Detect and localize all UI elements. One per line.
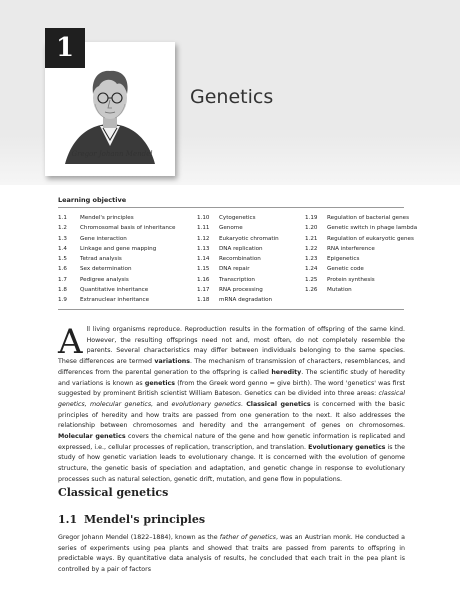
intro-text: is concerned with the basic principles of heredity and how traits are passed from one generation to the next. It also addresses the relationship between chromosomes and heredity and the arrangement of genes on chromosomes.	[58, 400, 405, 430]
objective-item: 1.1 Mendel's principles	[58, 215, 134, 221]
term-molecular-genetics: Molecular genetics	[58, 433, 126, 441]
intro-text: . The scientific study of heredity and variations is known as	[58, 368, 405, 387]
learning-objective-column-2	[197, 213, 279, 306]
objective-item: 1.8 Quantitative inheritance	[58, 287, 149, 294]
objective-item: 1.23 Epigenetics	[305, 256, 360, 263]
objective-item: 1.15 DNA repair	[197, 266, 250, 273]
objective-item: 1.7 Pedigree analysis	[58, 276, 129, 283]
learning-objective-column-1	[58, 213, 175, 306]
learning-objective-bottom-rule	[58, 309, 404, 310]
objective-item: 1.17 RNA processing	[197, 287, 263, 294]
term-classical-genetics: Classical genetics	[246, 400, 311, 408]
objective-item: 1.19 Regulation of bacterial genes	[305, 215, 410, 221]
intro-text: is the study of how genetic variation leads to evolutionary change. It is concerned with the evolution of genome structure, the genetic basis of speciation and adaptation, and genetic change in response to evolutionary processes such as natural selection, genetic drift, mutation, and gene flow in populations.	[58, 443, 405, 483]
mendel-paragraph	[58, 533, 405, 576]
objective-item: 1.3 Gene interaction	[58, 235, 127, 242]
objective-item: 1.2 Chromosomal basis of inheritance	[58, 225, 176, 232]
drop-cap: A	[58, 322, 83, 362]
objective-item: 1.24 Genetic code	[305, 266, 364, 273]
chapter-number: 1	[55, 33, 75, 63]
objective-item: 1.9 Extranuclear inheritance	[58, 297, 150, 304]
objective-item: 1.4 Linkage and gene mapping	[58, 245, 157, 252]
objective-item: 1.20 Genetic switch in phage lambda	[305, 225, 418, 232]
areas-italic: classical genetics, molecular genetics,	[58, 390, 405, 408]
learning-objective-heading: Learning objective	[58, 196, 127, 204]
portrait-signature: Gregor Johann Mendel	[71, 150, 153, 158]
section-heading: Classical genetics	[58, 486, 169, 499]
term-genetics: genetics	[144, 379, 176, 387]
learning-objective-top-rule	[58, 207, 404, 208]
subsection-number: 1.1	[58, 513, 78, 526]
chapter-title: Genetics	[190, 86, 274, 108]
objective-item: 1.5 Tetrad analysis	[58, 256, 122, 263]
term-evolutionary-genetics: Evolutionary genetics	[308, 443, 386, 451]
term-variations: variations	[154, 358, 191, 366]
objective-item: 1.6 Sex determination	[58, 266, 132, 273]
objective-item: 1.26 Mutation	[305, 287, 352, 294]
objective-item: 1.12 Eukaryotic chromatin	[197, 235, 279, 242]
objective-item: 1.22 RNA interference	[305, 245, 375, 252]
term-heredity: heredity	[271, 368, 302, 376]
intro-text: .	[240, 400, 247, 408]
intro-text: . The mechanism of transmission of characters, resemblances, and differences from the parental generation to the offspring is called	[58, 358, 405, 376]
objective-item: 1.14 Recombination	[197, 256, 261, 263]
objective-item: 1.11 Genome	[197, 225, 243, 232]
intro-text: and	[153, 400, 172, 408]
intro-text: ll living organisms reproduce. Reproduction results in the formation of offspring of the same kind. However, the resulting offsprings need not and, most often, do not completely resemble the parents. Several characteristics may differ between individuals belonging to the same species. These differences are termed	[58, 326, 405, 366]
evolutionary-italic: evolutionary genetics	[171, 400, 241, 408]
objective-item: 1.13 DNA replication	[197, 245, 263, 252]
subsection-heading	[58, 513, 205, 526]
objective-item: 1.10 Cytogenetics	[197, 215, 256, 221]
chapter-number-box	[45, 28, 85, 68]
intro-text: covers the chemical nature of the gene and how genetic information is replicated and expressed, i.e., cellular processes of replication, transcription, and translation.	[58, 433, 406, 451]
objective-item: 1.25 Protein synthesis	[305, 276, 375, 283]
objective-item: 1.21 Regulation of eukaryotic genes	[305, 235, 414, 242]
body-text: , was an Austrian monk. He conducted a series of experiments using pea plants and showed that traits are passed from parents to offspring in predictable ways. By quantitative data analysis of results, he concluded that each trait in the pea plant is controlled by a pair of factors	[58, 534, 405, 574]
intro-text: (from the Greek word genno = give birth). The word 'genetics' was first suggested by prominent British scientist William Bateson. Genetics can be divided into three areas:	[58, 379, 405, 398]
objective-item: 1.18 mRNA degradation	[197, 297, 273, 304]
subsection-title: Mendel's principles	[84, 513, 206, 526]
body-text: Gregor Johann Mendel (1822–1884), known as the	[58, 534, 220, 541]
objective-item: 1.16 Transcription	[197, 276, 255, 283]
father-of-genetics-italic: father of genetics	[219, 534, 276, 541]
intro-paragraph	[58, 322, 406, 486]
learning-objective-column-3	[305, 213, 417, 295]
